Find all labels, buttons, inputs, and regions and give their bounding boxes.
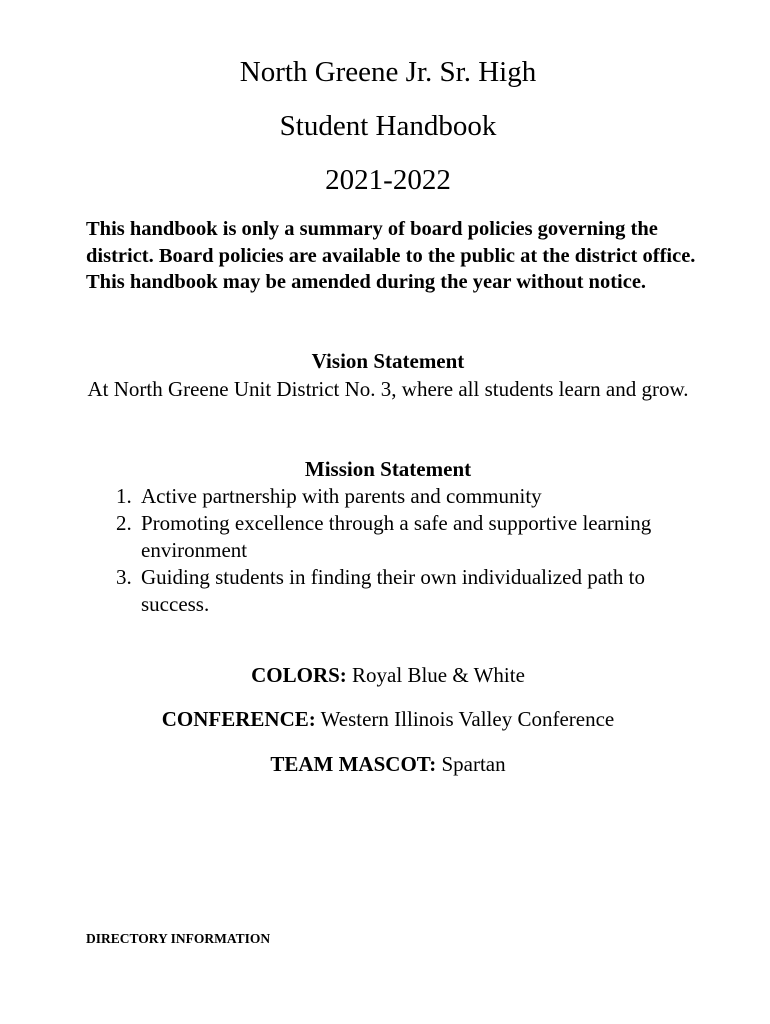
vision-heading: Vision Statement xyxy=(311,349,465,373)
mission-list xyxy=(116,483,701,618)
mission-item-number: 2. xyxy=(116,511,132,535)
mascot-value: Spartan xyxy=(441,752,506,776)
mission-item-text: Promoting excellence through a safe and supportive learning environment xyxy=(141,511,652,562)
school-title: North Greene Jr. Sr. High xyxy=(239,56,537,88)
document-title: Student Handbook xyxy=(279,110,497,142)
mission-item xyxy=(116,510,701,564)
mission-item xyxy=(116,564,701,618)
conference-label: CONFERENCE: xyxy=(161,707,316,731)
mascot-label: TEAM MASCOT: xyxy=(270,752,437,776)
directory-heading: DIRECTORY INFORMATION xyxy=(86,931,271,946)
mission-item-text: Active partnership with parents and community xyxy=(141,484,542,508)
school-year: 2021-2022 xyxy=(325,164,451,196)
mission-item-number: 3. xyxy=(116,565,132,589)
mission-item-text: Guiding students in finding their own individualized path to success. xyxy=(141,565,645,616)
vision-text: At North Greene Unit District No. 3, where all students learn and grow. xyxy=(87,377,689,401)
handbook-disclaimer: This handbook is only a summary of board policies governing the district. Board policies are available to the public at the district office. This handbook may be amended during the year without notice. xyxy=(86,218,696,293)
mission-item-number: 1. xyxy=(116,484,132,508)
mission-item xyxy=(116,483,701,510)
conference-line xyxy=(0,706,770,733)
mascot-line xyxy=(0,751,770,778)
mission-heading: Mission Statement xyxy=(304,457,472,481)
conference-value: Western Illinois Valley Conference xyxy=(320,707,615,731)
colors-value: Royal Blue & White xyxy=(352,663,525,687)
colors-line xyxy=(0,662,770,689)
colors-label: COLORS: xyxy=(251,663,347,687)
